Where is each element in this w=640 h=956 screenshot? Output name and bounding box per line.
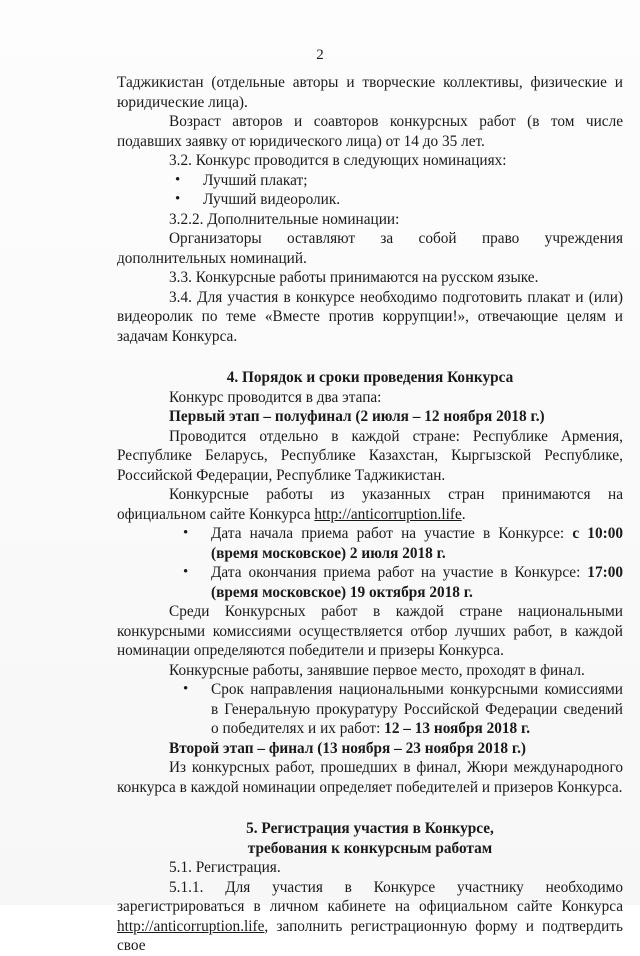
section-3-2: 3.2. Конкурс проводится в следующих номинациях:	[169, 152, 507, 169]
list-item: • Дата начала приема работ на участие в Конкурсе: с 10:00 (время московское) 2 июля 2018 г.	[183, 525, 623, 562]
bullet-icon: •	[183, 681, 189, 697]
list-item: • Лучший плакат;	[175, 171, 308, 189]
paragraph: Таджикистан (отдельные авторы и творческие коллективы, физические и юридические лица).	[117, 74, 623, 111]
section-3-3: 3.3. Конкурсные работы принимаются на русском языке.	[169, 269, 539, 286]
official-site-link[interactable]: http://anticorruption.life	[117, 917, 265, 935]
list-item: • Срок направления национальными конкурсными комиссиями в Генеральную прокуратуру Российской Федерации сведений о победителях и их работ: 12 – 13 ноября 2018 г.	[183, 681, 623, 737]
section-5-heading: 5. Регистрация участия в Конкурсе, требования к конкурсным работам	[246, 820, 494, 857]
paragraph: Организаторы оставляют за собой право учреждения дополнительных номинаций.	[117, 230, 623, 267]
section-3-2-2: 3.2.2. Дополнительные номинации:	[169, 210, 400, 228]
section-5-1: 5.1. Регистрация.	[169, 859, 281, 876]
section-3-4: 3.4. Для участия в конкурсе необходимо подготовить плакат и (или) видеоролик по теме «Вместе против коррупции!», отвечающие целям и задачам Конкурса.	[117, 288, 623, 345]
list-item: • Лучший видеоролик.	[175, 191, 341, 208]
official-site-link[interactable]: http://anticorruption.life	[314, 505, 462, 523]
section-5-1-1: 5.1.1. Для участия в Конкурсе участнику необходимо зарегистрироваться в личном кабинете на официальном сайте Конкурса http://anticorruption.life, заполнить регистрационную форму и подтвердить свое	[117, 878, 623, 954]
page-number: 2	[316, 47, 324, 63]
paragraph: Из конкурсных работ, прошедших в финал, Жюри международного конкурса в каждой номинации определяет победителей и призеров Конкурса.	[117, 759, 623, 796]
deadline-list	[117, 680, 623, 739]
paragraph: Конкурс проводится в два этапа:	[169, 388, 382, 406]
bullet-icon: •	[175, 171, 181, 188]
paragraph: Среди Конкурсных работ в каждой стране национальными конкурсными комиссиями осуществляется отбор лучших работ, в каждой номинации определяются победители и призеры Конкурса.	[117, 603, 623, 659]
paragraph: Конкурсные работы из указанных стран принимаются на официальном сайте Конкурса http://anticorruption.life.	[117, 486, 623, 523]
section-4-heading: 4. Порядок и сроки проведения Конкурса	[226, 369, 514, 386]
bullet-icon: •	[183, 564, 189, 580]
stage-two-heading: Второй этап – финал (13 ноября – 23 ноября 2018 г.)	[169, 739, 526, 757]
stage-one-heading: Первый этап – полуфинал (2 июля – 12 ноября 2018 г.)	[169, 408, 545, 425]
bullet-icon: •	[175, 191, 181, 207]
document-body	[117, 73, 623, 956]
nominations-list	[117, 171, 623, 210]
paragraph: Конкурсные работы, занявшие первое место, проходят в финал.	[169, 661, 585, 679]
dates-list	[117, 524, 623, 602]
list-item: • Дата окончания приема работ на участие в Конкурсе: 17:00 (время московское) 19 октября 2018 г.	[183, 564, 623, 601]
bullet-icon: •	[183, 525, 189, 541]
paragraph: Проводится отдельно в каждой стране: Республике Армения, Республике Беларусь, Республике Казахстан, Кыргызской Республике, Российской Федерации, Республике Таджикистан.	[117, 427, 623, 484]
paragraph: Возраст авторов и соавторов конкурсных работ (в том числе подавших заявку от юридического лица) от 14 до 35 лет.	[117, 113, 623, 150]
